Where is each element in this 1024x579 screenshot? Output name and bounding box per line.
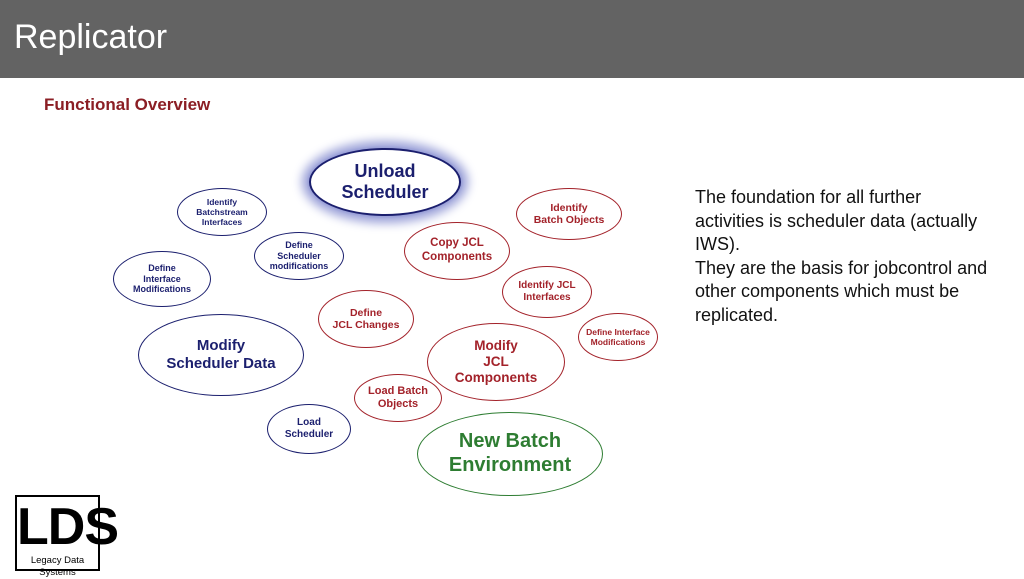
node-label: Identify Batchstream Interfaces: [196, 196, 248, 228]
node-unload-scheduler: [309, 148, 461, 216]
node-modify-jcl-components: [427, 323, 565, 401]
node-load-scheduler: [267, 404, 351, 454]
description-paragraph-2: They are the basis for jobcontrol and other components which must be replicated.: [695, 257, 988, 325]
section-subtitle: Functional Overview: [44, 95, 211, 114]
logo-mark: LDS: [17, 498, 118, 556]
company-logo: [15, 495, 118, 578]
node-label: Identify Batch Objects: [533, 201, 605, 226]
node-label: Define JCL Changes: [332, 306, 400, 331]
node-label: Copy JCL Components: [421, 237, 493, 263]
logo-tagline: Legacy Data Systems: [30, 555, 85, 578]
node-define-interface-modifications-right: [578, 313, 658, 361]
node-label: Define Interface Modifications: [586, 326, 650, 347]
node-label: Load Batch Objects: [368, 385, 428, 410]
description: [695, 186, 995, 327]
node-new-batch-environment: [417, 412, 603, 496]
node-define-interface-modifications-left: [113, 251, 211, 307]
node-label: New Batch Environment: [448, 430, 572, 476]
node-copy-jcl-components: [404, 222, 510, 280]
node-label: Define Scheduler modifications: [269, 240, 329, 272]
node-identify-jcl-interfaces: [502, 266, 592, 318]
node-label: Modify JCL Components: [454, 338, 538, 385]
node-label: Unload Scheduler: [341, 160, 429, 202]
node-load-batch-objects: [354, 374, 442, 422]
slide-title: Replicator: [14, 18, 168, 56]
node-label: Load Scheduler: [284, 417, 334, 440]
node-identify-batch-objects: [516, 188, 622, 240]
description-paragraph-1: The foundation for all further activities is scheduler data (actually IWS).: [695, 187, 978, 254]
header-bar: [0, 0, 1024, 78]
node-label: Modify Scheduler Data: [166, 337, 276, 372]
node-identify-batchstream-interfaces: [177, 188, 267, 236]
node-modify-scheduler-data: [138, 314, 304, 396]
node-define-jcl-changes: [318, 290, 414, 348]
node-label: Define Interface Modifications: [133, 263, 191, 295]
node-define-scheduler-modifications: [254, 232, 344, 280]
node-label: Identify JCL Interfaces: [518, 280, 576, 303]
